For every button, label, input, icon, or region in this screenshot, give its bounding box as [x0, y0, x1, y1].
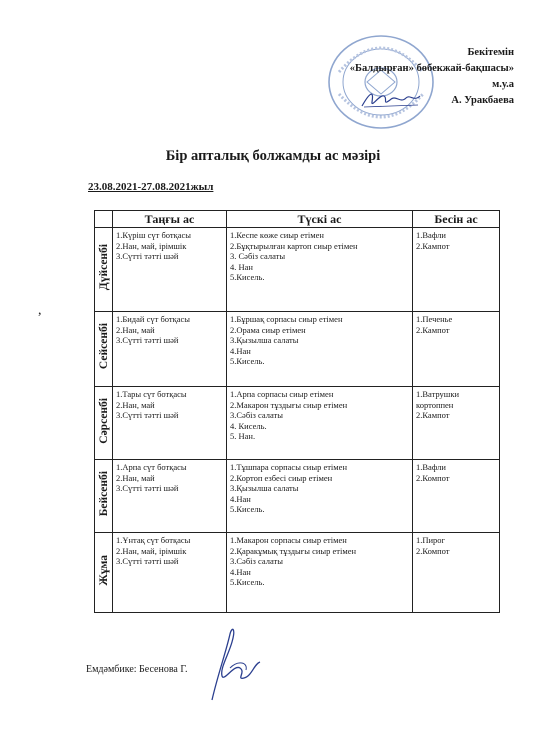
lunch-item: 4.Нан [230, 566, 251, 577]
lunch-item: 2.Макарон тұздығы сиыр етімен [230, 399, 348, 410]
day-cell [95, 533, 113, 613]
lunch-cell [227, 460, 413, 533]
day-name: Дүйсенбі [97, 243, 110, 291]
lunch-item: 3.Қызылша салаты [230, 335, 299, 345]
snack-cell [413, 387, 500, 460]
breakfast-item: 1.Бидай сүт ботқасы [116, 314, 191, 324]
lunch-item: 3.Сәбіз салаты [230, 556, 283, 566]
header-breakfast: Таңғы ас [113, 211, 227, 228]
header-snack: Бесін ас [413, 211, 500, 228]
lunch-item: 2.Орама сиыр етімен [230, 324, 306, 335]
lunch-cell [227, 533, 413, 613]
lunch-item: 1.Макарон сорпасы сиыр етімен [230, 535, 347, 545]
snack-cell [413, 533, 500, 613]
breakfast-item: 1.Арпа сүт ботқасы [116, 462, 187, 472]
breakfast-item: 2.Нан, май [116, 472, 155, 483]
lunch-item: 4. Нан [230, 261, 253, 272]
lunch-item: 2.Бұқтырылған картоп сиыр етімен [230, 240, 358, 251]
day-name: Сейсенбі [97, 323, 110, 370]
snack-item: 2.Кампот [416, 410, 450, 420]
breakfast-item: 3.Сүтті тәтті шәй [116, 251, 179, 261]
breakfast-item: 3.Сүтті тәтті шәй [116, 410, 179, 420]
snack-cell [413, 312, 500, 387]
snack-item: 2.Кампот [416, 240, 450, 251]
lunch-item: 4.Нан [230, 345, 251, 356]
lunch-item: 2.Қаракұмық тұздығы сиыр етімен [230, 545, 357, 556]
day-cell [95, 460, 113, 533]
snack-item: 1.Ватрушки [416, 389, 460, 399]
lunch-item: 3.Сәбіз салаты [230, 410, 283, 420]
approval-heading: Бекітемін [467, 47, 514, 58]
snack-cell [413, 228, 500, 312]
snack-item: кортоппен [416, 399, 454, 410]
breakfast-item: 2.Нан, май, ірімшік [116, 545, 187, 556]
page-title: Бір апталық болжамды ас мәзірі [165, 148, 381, 164]
breakfast-cell [113, 387, 227, 460]
header-corner [95, 211, 113, 228]
lunch-item: 2.Кортоп езбесі сиыр етімен [230, 472, 333, 483]
menu-header-row [95, 211, 500, 228]
table-row [95, 387, 500, 460]
menu-period: 23.08.2021-27.08.2021жыл [88, 181, 214, 193]
snack-item: 1.Печенье [416, 314, 453, 324]
breakfast-item: 1.Күріш сүт ботқасы [116, 230, 192, 240]
lunch-item: 3. Сәбіз салаты [230, 251, 286, 261]
snack-item: 2.Компот [416, 545, 450, 556]
breakfast-cell [113, 312, 227, 387]
lunch-item: 3.Қызылша салаты [230, 483, 299, 493]
table-row [95, 312, 500, 387]
lunch-item: 5.Кисель. [230, 504, 265, 514]
breakfast-cell [113, 228, 227, 312]
lunch-cell [227, 312, 413, 387]
lunch-item: 5. Нан. [230, 431, 256, 441]
lunch-item: 5.Кисель. [230, 356, 265, 366]
signer-line: Емдәмбике: Бесенова Г. [86, 664, 188, 675]
stray-mark: , [38, 303, 42, 318]
table-row [95, 460, 500, 533]
snack-item: 1.Вафли [416, 230, 446, 240]
day-name: Бейсенбі [97, 470, 110, 517]
breakfast-item: 2.Нан, май [116, 324, 155, 335]
day-name: Сәрсенбі [97, 397, 110, 444]
breakfast-item: 3.Сүтті тәтті шәй [116, 483, 179, 493]
approval-role: м.у.а [492, 79, 514, 90]
breakfast-item: 1.Тары сүт ботқасы [116, 389, 187, 399]
lunch-item: 5.Кисель. [230, 577, 265, 587]
day-cell [95, 312, 113, 387]
snack-cell [413, 460, 500, 533]
breakfast-item: 2.Нан, май [116, 399, 155, 410]
breakfast-cell [113, 460, 227, 533]
snack-item: 2.Кампот [416, 324, 450, 335]
approval-director: А. Уракбаева [451, 95, 514, 106]
breakfast-item: 1.Ұнтақ сүт ботқасы [116, 535, 191, 545]
table-row [95, 533, 500, 613]
day-cell [95, 228, 113, 312]
day-name: Жұма [97, 554, 110, 586]
snack-item: 1.Пирог [416, 535, 446, 545]
lunch-cell [227, 387, 413, 460]
menu-table [94, 210, 500, 613]
lunch-cell [227, 228, 413, 312]
signer-signature [200, 624, 270, 704]
snack-item: 1.Вафли [416, 462, 446, 472]
snack-item: 2.Компот [416, 472, 450, 483]
breakfast-cell [113, 533, 227, 613]
breakfast-item: 2.Нан, май, ірімшік [116, 240, 187, 251]
approval-organization: «Балдырған» бөбекжай-бақшасы» [349, 63, 514, 74]
lunch-item: 1.Бұршақ сорпасы сиыр етімен [230, 314, 343, 324]
breakfast-item: 3.Сүтті тәтті шәй [116, 556, 179, 566]
lunch-item: 4. Кисель. [230, 420, 267, 431]
lunch-item: 4.Нан [230, 493, 251, 504]
table-row [95, 228, 500, 312]
lunch-item: 1.Арпа сорпасы сиыр етімен [230, 389, 334, 399]
header-lunch: Түскі ас [227, 211, 413, 228]
breakfast-item: 3.Сүтті тәтті шәй [116, 335, 179, 345]
lunch-item: 1.Кеспе көже сиыр етімен [230, 230, 324, 240]
lunch-item: 5.Кисель. [230, 272, 265, 282]
director-signature [360, 88, 422, 110]
lunch-item: 1.Тұшпара сорпасы сиыр етімен [230, 462, 347, 472]
day-cell [95, 387, 113, 460]
